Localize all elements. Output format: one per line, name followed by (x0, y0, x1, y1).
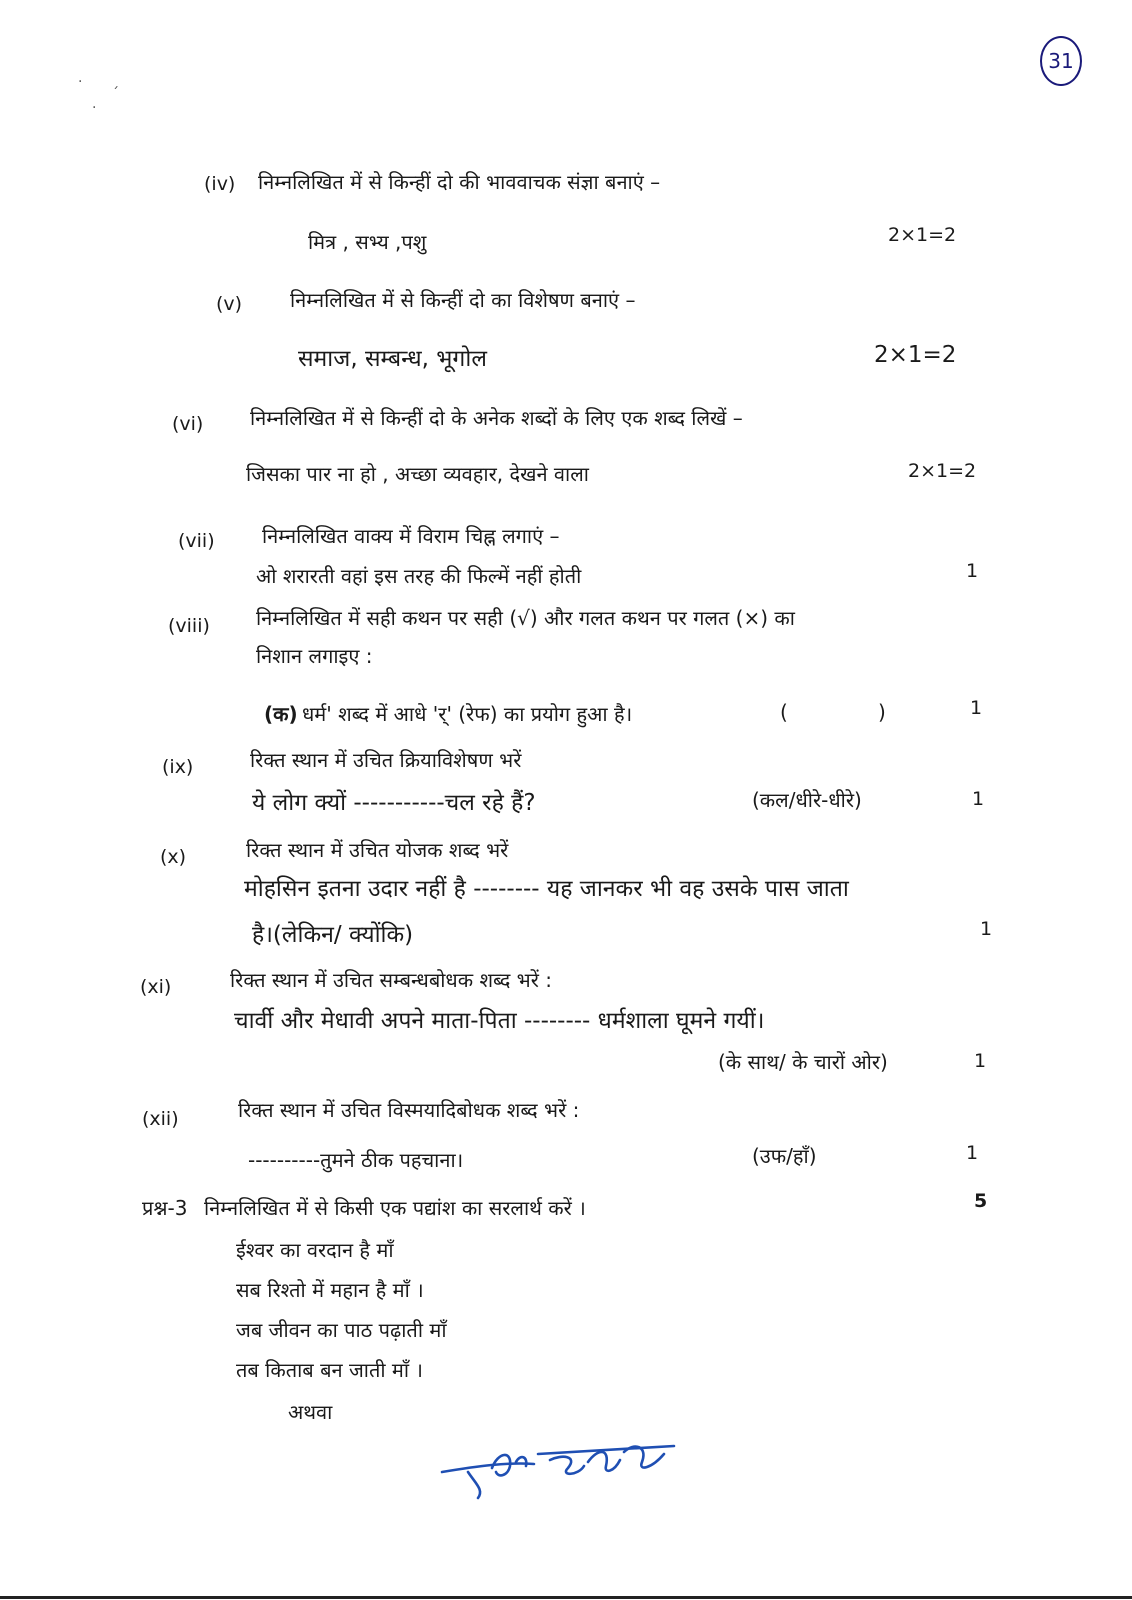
question-prompt: निम्नलिखित में सही कथन पर सही (√) और गलत कथन पर गलत (×) का (256, 606, 795, 630)
question-number: (vii) (178, 530, 215, 552)
poem-line: जब जीवन का पाठ पढ़ाती माँ (236, 1318, 447, 1342)
question-prompt: रिक्त स्थान में उचित सम्बन्धबोधक शब्द भरें : (230, 968, 553, 992)
question-prompt: रिक्त स्थान में उचित योजक शब्द भरें (246, 838, 509, 862)
question-sentence: ----------तुमने ठीक पहचाना। (248, 1148, 464, 1172)
question-number: (xii) (142, 1108, 179, 1130)
question-number: (xi) (140, 976, 172, 998)
item-label: (क) (264, 702, 298, 726)
question-prompt: निम्नलिखित में से किन्हीं दो के अनेक शब्दों के लिए एक शब्द लिखें – (250, 406, 743, 430)
scan-speck: · (92, 100, 97, 116)
answer-blank-open: ( (780, 700, 788, 724)
answer-options: (के साथ/ के चारों ओर) (718, 1050, 888, 1074)
question-words: समाज, सम्बन्ध, भूगोल (298, 346, 487, 372)
or-label: अथवा (288, 1400, 333, 1424)
answer-options: (कल/धीरे-धीरे) (752, 788, 862, 812)
question-sentence: मोहसिन इतना उदार नहीं है -------- यह जानकर भी वह उसके पास जाता (244, 876, 849, 902)
question-number: (viii) (168, 615, 210, 637)
page-edge-line (0, 1596, 1132, 1599)
handwritten-signature (438, 1432, 678, 1502)
poem-line: तब किताब बन जाती माँ । (236, 1358, 423, 1382)
poem-line: ईश्वर का वरदान है माँ (236, 1238, 394, 1262)
question-sentence: चार्वी और मेधावी अपने माता-पिता -------- धर्मशाला घूमने गयीं। (234, 1008, 765, 1034)
answer-blank-close: ) (878, 700, 886, 724)
question-marks: 1 (974, 1050, 987, 1072)
page-number: 31 (1040, 36, 1082, 86)
question-number: (vi) (172, 413, 204, 435)
question-sentence: ओ शरारती वहां इस तरह की फिल्में नहीं होती (256, 564, 582, 588)
question-prompt-continued: निशान लगाइए : (256, 644, 373, 668)
question-marks: 1 (970, 697, 983, 719)
scan-speck: ˊ (112, 86, 119, 102)
question-marks: 1 (980, 918, 993, 940)
scan-speck: · (78, 74, 83, 90)
question-words: मित्र , सभ्य ,पशु (308, 230, 427, 254)
question-sentence-continued: है।(लेकिन/ क्योंकि) (252, 922, 414, 948)
question-prompt: निम्नलिखित में से किसी एक पद्यांश का सरलार्थ करें । (204, 1196, 586, 1220)
question-number: (v) (216, 293, 243, 315)
question-marks: 2×1=2 (908, 460, 977, 482)
question-prompt: रिक्त स्थान में उचित क्रियाविशेषण भरें (250, 748, 522, 772)
question-label: प्रश्न-3 (142, 1196, 188, 1220)
question-prompt: रिक्त स्थान में उचित विस्मयादिबोधक शब्द भरें : (238, 1098, 580, 1122)
question-marks: 2×1=2 (888, 224, 957, 246)
true-false-statement: धर्म' शब्द में आधे 'र्' (रेफ) का प्रयोग हुआ है। (302, 702, 633, 726)
question-sentence: ये लोग क्यों -----------चल रहे हैं? (252, 790, 536, 816)
question-number: (iv) (204, 173, 236, 195)
question-words: जिसका पार ना हो , अच्छा व्यवहार, देखने वाला (246, 462, 589, 486)
question-marks: 1 (966, 560, 979, 582)
question-number: (ix) (162, 756, 194, 778)
question-prompt: निम्नलिखित में से किन्हीं दो का विशेषण बनाएं – (290, 288, 636, 312)
question-marks: 1 (966, 1142, 979, 1164)
poem-line: सब रिश्तो में महान है माँ । (236, 1278, 424, 1302)
question-marks: 5 (974, 1190, 988, 1212)
question-marks: 1 (972, 788, 985, 810)
question-prompt: निम्नलिखित वाक्य में विराम चिह्न लगाएं – (262, 524, 560, 548)
question-number: (x) (160, 846, 187, 868)
question-marks: 2×1=2 (874, 342, 957, 368)
answer-options: (उफ/हाँ) (752, 1144, 817, 1168)
question-prompt: निम्नलिखित में से किन्हीं दो की भाववाचक संज्ञा बनाएं – (258, 170, 661, 194)
